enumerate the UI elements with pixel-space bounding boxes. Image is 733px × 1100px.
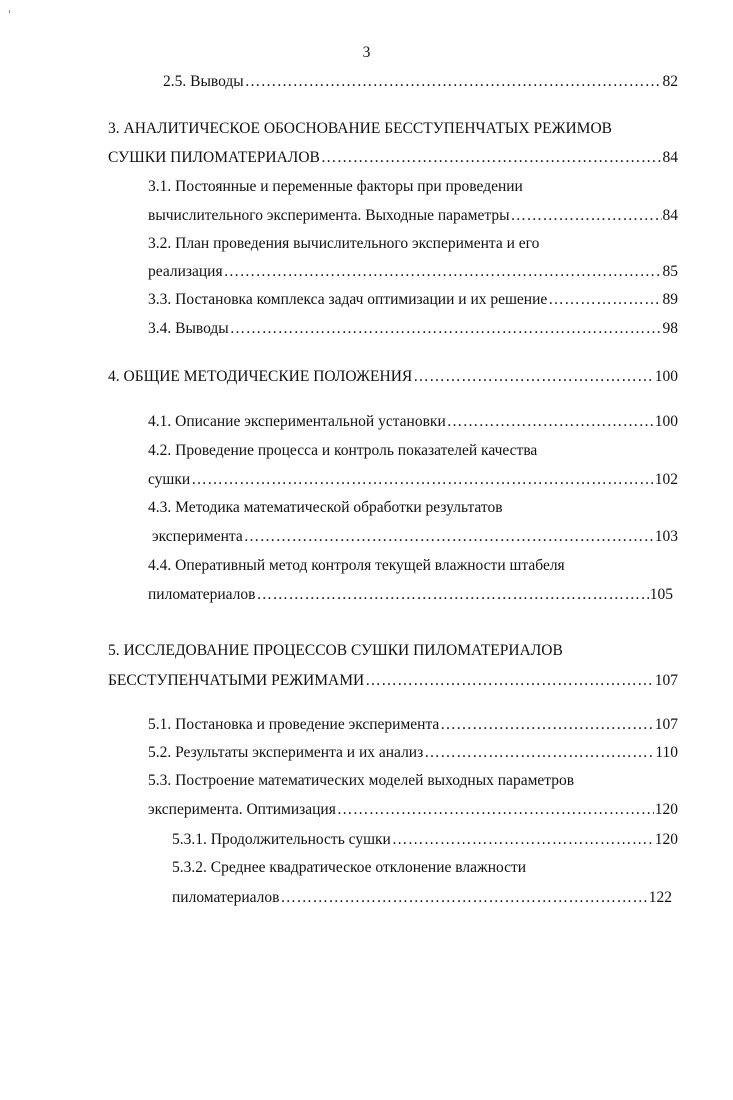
toc-entry-page: 107 — [654, 672, 678, 689]
toc-entry-page: 85 — [662, 263, 678, 280]
toc-entry-page: 98 — [662, 320, 678, 337]
toc-entry-3-1-line-1[interactable]: 3.1. Постоянные и переменные факторы при проведении — [148, 178, 523, 195]
toc-chapter-3-line-1[interactable]: 3. АНАЛИТИЧЕСКОЕ ОБОСНОВАНИЕ БЕССТУПЕНЧАТЫХ РЕЖИМОВ — [108, 120, 612, 137]
toc-entry-title: БЕССТУПЕНЧАТЫМИ РЕЖИМАМИ — [108, 672, 365, 689]
toc-entry-page: 84 — [662, 149, 678, 166]
toc-entry-4-3-line-1[interactable]: 4.3. Методика математической обработки результатов — [148, 499, 503, 516]
toc-chapter-5-line-1[interactable]: 5. ИССЛЕДОВАНИЕ ПРОЦЕССОВ СУШКИ ПИЛОМАТЕРИАЛОВ — [108, 642, 563, 659]
toc-entry-page: 84 — [662, 207, 678, 224]
toc-entry-page: 100 — [654, 413, 678, 430]
toc-entry-4-4[interactable] — [148, 584, 673, 606]
toc-entry-page: 100 — [654, 368, 678, 385]
dot-leader — [413, 366, 654, 388]
toc-chapter-5[interactable] — [108, 670, 678, 692]
toc-chapter-3[interactable] — [108, 147, 678, 169]
toc-entry-4-4-line-1[interactable]: 4.4. Оперативный метод контроля текущей влажности штабеля — [148, 557, 565, 574]
dot-leader — [424, 742, 654, 764]
toc-entry-page: 110 — [655, 744, 678, 761]
dot-leader — [280, 887, 647, 909]
toc-entry-5-3-1[interactable] — [172, 829, 678, 851]
toc-entry-title: 4. ОБЩИЕ МЕТОДИЧЕСКИЕ ПОЛОЖЕНИЯ — [108, 368, 413, 385]
toc-entry-title: 3.3. Постановка комплекса задач оптимизации и их решение — [148, 291, 548, 308]
dot-leader — [321, 147, 662, 169]
toc-entry-page: 122 — [648, 889, 672, 906]
toc-entry-page: 105 — [649, 586, 673, 603]
toc-entry-title: 5.1. Постановка и проведение эксперимента — [148, 716, 440, 733]
toc-entry-title: 4.1. Описание экспериментальной установки — [148, 413, 446, 430]
toc-entry-page: 89 — [662, 291, 678, 308]
toc-entry-5-3-line-1[interactable]: 5.3. Построение математических моделей выходных параметров — [148, 772, 575, 789]
toc-entry-title: 2.5. Выводы — [163, 73, 244, 90]
toc-entry-page: 120 — [654, 831, 678, 848]
toc-entry-title: эксперимента. Оптимизация — [148, 801, 336, 818]
toc-entry-3-2[interactable] — [148, 261, 678, 283]
toc-entry-title: 3.4. Выводы — [148, 320, 229, 337]
toc-entry-4-2-line-1[interactable]: 4.2. Проведение процесса и контроль показателей качества — [148, 442, 538, 459]
dot-leader — [244, 526, 654, 548]
toc-entry-5-3-2-line-1[interactable]: 5.3.2. Среднее квадратическое отклонение влажности — [172, 859, 527, 876]
toc-entry-title: пиломатериалов — [148, 586, 256, 603]
toc-entry-2-5[interactable] — [163, 71, 678, 93]
toc-entry-3-1[interactable] — [148, 205, 678, 227]
toc-entry-page: 82 — [662, 73, 678, 90]
toc-entry-3-4[interactable] — [148, 318, 678, 340]
toc-entry-title: эксперимента — [152, 528, 243, 545]
dot-leader — [230, 318, 662, 340]
dot-leader — [548, 289, 661, 311]
toc-chapter-4[interactable] — [108, 366, 678, 388]
toc-entry-page: 102 — [654, 471, 678, 488]
toc-entry-title: пиломатериалов — [172, 889, 280, 906]
dot-leader — [191, 469, 654, 491]
dot-leader — [511, 205, 662, 227]
toc-entry-5-3[interactable] — [148, 799, 678, 821]
toc-entry-title: 5.3.1. Продолжительность сушки — [172, 831, 391, 848]
toc-entry-3-2-line-1[interactable]: 3.2. План проведения вычислительного эксперимента и его — [148, 235, 540, 252]
scan-artifact — [9, 10, 10, 13]
toc-entry-4-1[interactable] — [148, 411, 678, 433]
toc-entry-title: сушки — [148, 471, 191, 488]
dot-leader — [447, 411, 654, 433]
dot-leader — [337, 799, 654, 821]
toc-entry-4-3[interactable] — [152, 526, 678, 548]
page-number: 3 — [362, 44, 371, 61]
toc-entry-3-3[interactable] — [148, 289, 678, 311]
toc-entry-title: вычислительного эксперимента. Выходные параметры — [148, 207, 510, 224]
toc-entry-5-2[interactable] — [148, 742, 678, 764]
toc-entry-title: СУШКИ ПИЛОМАТЕРИАЛОВ — [108, 149, 320, 166]
dot-leader — [440, 714, 653, 736]
dot-leader — [256, 584, 648, 606]
dot-leader — [245, 71, 662, 93]
toc-entry-page: 107 — [654, 716, 678, 733]
toc-entry-page: 120 — [654, 801, 678, 818]
toc-entry-5-1[interactable] — [148, 714, 678, 736]
dot-leader — [224, 261, 662, 283]
toc-entry-page: 103 — [654, 528, 678, 545]
toc-entry-5-3-2[interactable] — [172, 887, 672, 909]
toc-entry-4-2[interactable] — [148, 469, 678, 491]
dot-leader — [392, 829, 654, 851]
toc-entry-title: реализация — [148, 263, 223, 280]
dot-leader — [365, 670, 654, 692]
toc-entry-title: 5.2. Результаты эксперимента и их анализ — [148, 744, 424, 761]
